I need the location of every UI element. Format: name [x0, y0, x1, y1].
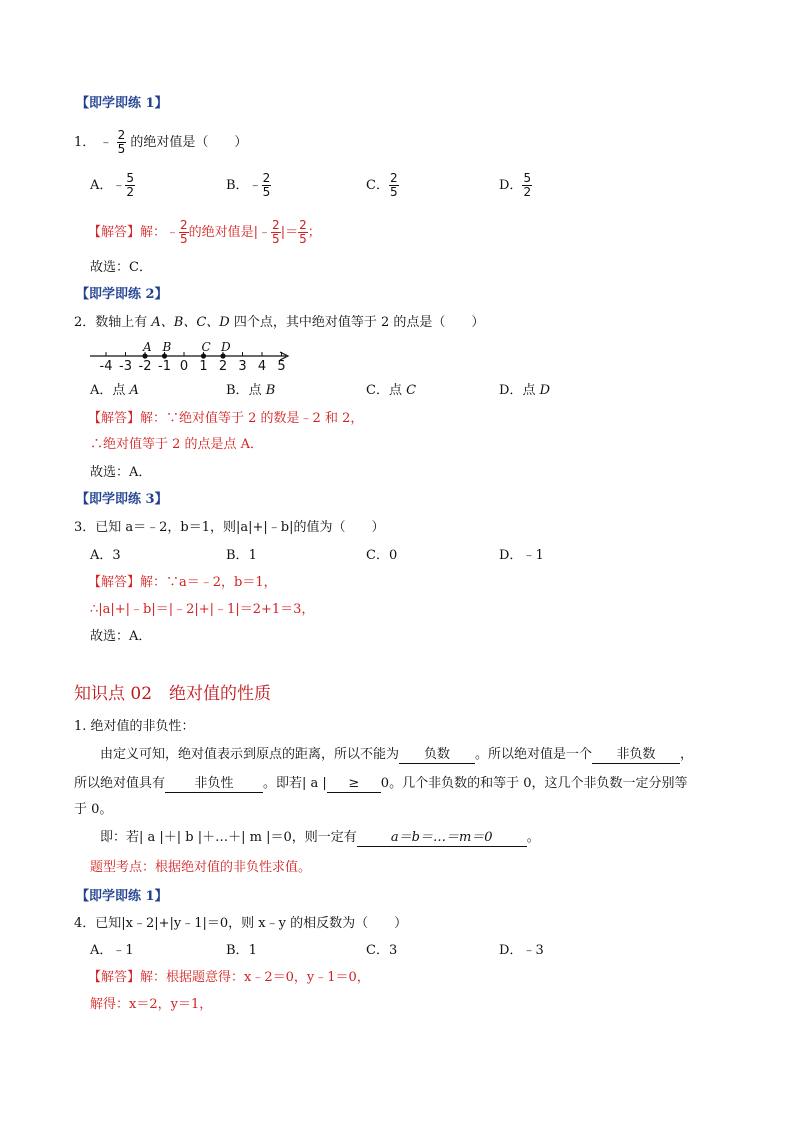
option-sign: ﹣	[112, 178, 126, 193]
fraction-numerator: 2	[272, 218, 280, 232]
answer-line: 【解答】解：根据题意得：x﹣2＝0，y﹣1＝0，	[88, 970, 370, 985]
number-line-tick-label: 5	[277, 359, 286, 374]
answer-fraction	[271, 219, 281, 246]
option-label: D．	[499, 548, 523, 563]
topic-tip: 题型考点：根据绝对值的非负性求值。	[90, 860, 312, 875]
option-text: 点	[522, 383, 540, 398]
fill-blank: 负数	[399, 747, 475, 764]
option-c[interactable]	[366, 942, 397, 960]
option-a[interactable]	[90, 547, 121, 565]
option-text: 3	[112, 548, 121, 563]
number-line-tick-label: 0	[179, 359, 189, 374]
option-label: A．	[90, 548, 113, 563]
option-a[interactable]	[90, 170, 135, 202]
question-text: 数轴上有	[95, 315, 152, 330]
answer-text: 的绝对值是|﹣	[188, 225, 272, 240]
option-var: B	[265, 383, 276, 398]
answer-line: 【解答】解：∵绝对值等于 2 的数是﹣2 和 2，	[88, 411, 364, 426]
paragraph-text: 所以绝对值具有	[74, 776, 166, 791]
paragraph-line	[100, 746, 693, 764]
option-c[interactable]	[366, 170, 399, 202]
option-text: ﹣1	[522, 548, 544, 563]
number-line-ticks	[106, 352, 282, 356]
section-item: 1. 绝对值的非负性：	[74, 719, 195, 734]
answer-line: ∴|a|+|﹣b|＝|﹣2|+|﹣1|＝2+1＝3，	[90, 602, 315, 617]
option-label: C．	[366, 943, 389, 958]
fill-blank: ≥	[327, 776, 381, 793]
option-c[interactable]	[366, 547, 397, 565]
number-line-tick-label: 2	[218, 359, 228, 374]
question-4: 4．已知|x﹣2|+|y﹣1|＝0，则 x﹣y 的相反数为（ ）	[74, 916, 408, 931]
paragraph-text: 由定义可知，绝对值表示到原点的距离，所以不能为	[100, 747, 400, 762]
option-sign: ﹣	[248, 178, 262, 193]
answer-line: ∴绝对值等于 2 的点是点 A．	[90, 437, 264, 452]
option-fraction	[522, 172, 532, 199]
question-1	[74, 128, 247, 158]
option-b[interactable]	[226, 942, 257, 960]
fraction-numerator: 2	[117, 128, 126, 142]
fraction-denominator: 5	[180, 232, 188, 246]
paragraph-text: 。	[526, 830, 540, 845]
number-line-tick-label: 4	[257, 359, 267, 374]
answer-line: 解得：x＝2，y＝1，	[90, 997, 213, 1012]
fraction-numerator: 2	[299, 218, 307, 232]
choose-line: 故选：A．	[90, 465, 152, 480]
option-a[interactable]	[90, 942, 134, 960]
number-line-point-label: A	[143, 340, 152, 354]
option-b[interactable]	[226, 170, 271, 202]
option-d[interactable]	[499, 547, 544, 565]
option-text: 点	[388, 383, 407, 398]
option-label: A．	[90, 383, 113, 398]
option-var: C	[406, 383, 417, 398]
option-label: D．	[499, 383, 523, 398]
fraction-numerator: 5	[523, 171, 532, 185]
fill-blank: 非负数	[592, 747, 680, 764]
paragraph-text: 。所以绝对值是一个	[475, 747, 593, 762]
paragraph-text: 即：若| a |＋| b |＋…＋| m |＝0，则一定有	[100, 830, 357, 845]
answer-line: 【解答】解：∵a＝﹣2，b＝1，	[88, 575, 277, 590]
choose-line: 故选：A．	[90, 629, 152, 644]
fraction-denominator: 5	[299, 232, 307, 246]
section-title: 知识点 02 绝对值的性质	[74, 684, 272, 704]
question-2	[74, 314, 484, 332]
option-b[interactable]	[226, 382, 275, 400]
question-number: 2．	[74, 315, 96, 330]
number-line-tick-label: -4	[99, 359, 113, 374]
fraction-denominator: 5	[262, 185, 271, 199]
question-sign: ﹣	[99, 135, 113, 150]
fraction-denominator: 5	[117, 142, 126, 156]
option-label: C．	[366, 548, 389, 563]
option-label: B．	[226, 178, 249, 193]
option-text: 1	[248, 943, 257, 958]
option-fraction	[125, 172, 135, 199]
option-label: D．	[499, 943, 523, 958]
option-label: D．	[499, 178, 523, 193]
number-line-point-label: B	[162, 340, 172, 354]
fraction-denominator: 5	[389, 185, 398, 199]
question-points: A、B、C、D	[151, 315, 230, 330]
practice-heading: 【即学即练 1】	[76, 889, 168, 904]
number-line-tick-label: -3	[119, 359, 132, 374]
question-number: 1．	[74, 135, 96, 150]
option-label: B．	[226, 383, 249, 398]
question-fraction	[117, 129, 127, 156]
paragraph-text: 。即若| a |	[263, 776, 327, 791]
fraction-numerator: 5	[126, 171, 135, 185]
option-label: A．	[90, 943, 113, 958]
number-line-tick-label: -1	[158, 359, 171, 374]
fill-blank: 非负性	[165, 776, 263, 793]
practice-heading: 【即学即练 2】	[76, 287, 168, 302]
fill-blank: a＝b＝…＝m＝0	[357, 830, 527, 847]
paragraph-line	[74, 775, 687, 793]
choose-line: 故选：C．	[90, 260, 152, 275]
option-a[interactable]	[90, 382, 139, 400]
number-line-tick-label: -2	[138, 359, 152, 374]
fraction-numerator: 2	[180, 218, 188, 232]
option-text: 1	[248, 548, 257, 563]
answer-fraction	[179, 219, 189, 246]
number-line-point-label: C	[201, 340, 211, 354]
paragraph-line	[100, 829, 540, 847]
option-text: 3	[388, 943, 398, 958]
question-text: 四个点，其中绝对值等于 2 的点是（ ）	[229, 315, 485, 330]
question-text: 的绝对值是（ ）	[130, 135, 248, 150]
fraction-numerator: 2	[389, 171, 398, 185]
answer-fraction	[298, 219, 308, 246]
option-label: B．	[226, 943, 249, 958]
number-line-tick-label: 3	[238, 359, 247, 374]
option-label: A．	[90, 178, 113, 193]
answer-text: 【解答】解：﹣	[88, 225, 180, 240]
option-text: 点	[248, 383, 266, 398]
option-label: C．	[366, 383, 389, 398]
option-fraction	[262, 172, 272, 199]
option-d[interactable]	[499, 942, 544, 960]
practice-heading: 【即学即练 3】	[76, 492, 168, 507]
option-d[interactable]	[499, 170, 532, 202]
option-text: ﹣3	[522, 943, 544, 958]
number-line-point-label: D	[221, 340, 231, 354]
practice-heading: 【即学即练 1】	[76, 96, 168, 111]
option-b[interactable]	[226, 547, 257, 565]
answer-text: |＝	[280, 225, 299, 240]
option-var: A	[129, 383, 139, 398]
question-3: 3．已知 a＝﹣2，b＝1，则|a|+|﹣b|的值为（ ）	[74, 520, 385, 535]
answer-text: ；	[307, 225, 321, 240]
number-line-labels	[88, 358, 298, 376]
option-text: 点	[112, 383, 130, 398]
number-line-tick-label: 1	[199, 359, 208, 374]
answer-1	[88, 218, 321, 248]
option-label: C．	[366, 178, 389, 193]
paragraph-line: 于 0。	[74, 802, 113, 817]
option-d[interactable]	[499, 382, 550, 400]
fraction-denominator: 2	[523, 185, 532, 199]
option-text: ﹣1	[112, 943, 134, 958]
option-label: B．	[226, 548, 249, 563]
paragraph-text: ，	[680, 747, 694, 762]
option-text: 0	[388, 548, 398, 563]
fraction-denominator: 2	[126, 185, 135, 199]
paragraph-text: 0。几个非负数的和等于 0，这几个非负数一定分别等	[380, 776, 688, 791]
option-var: D	[539, 383, 551, 398]
fraction-denominator: 5	[272, 232, 280, 246]
fraction-numerator: 2	[262, 171, 271, 185]
option-c[interactable]	[366, 382, 416, 400]
option-fraction	[389, 172, 399, 199]
